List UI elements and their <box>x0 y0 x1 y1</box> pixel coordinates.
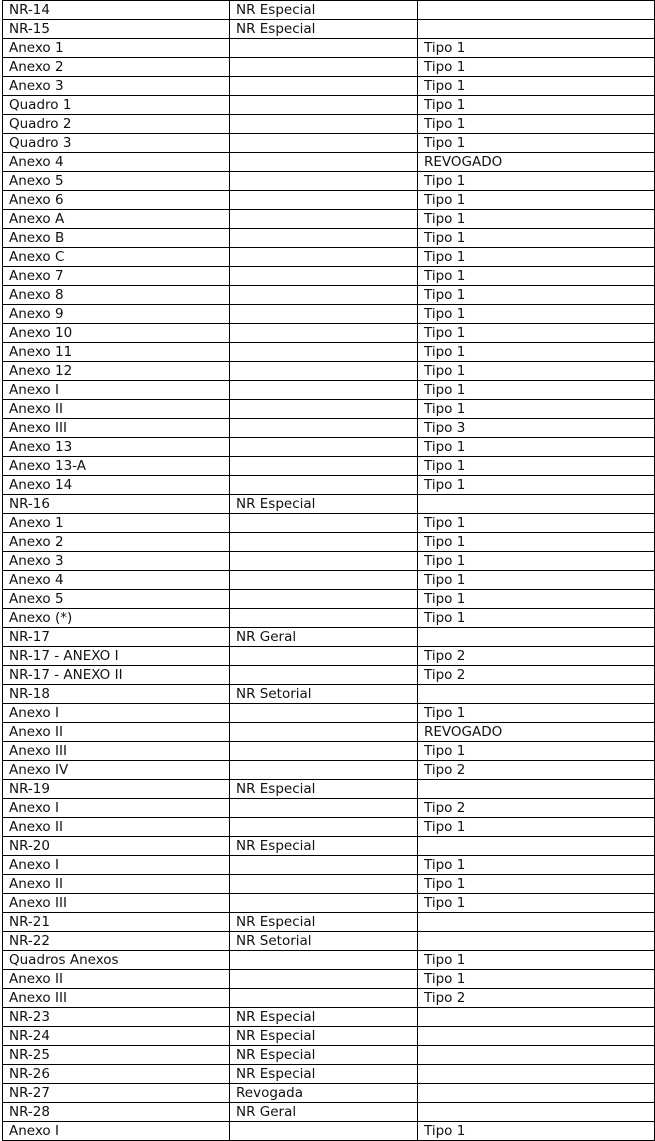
norma-cell: Anexo III <box>3 742 230 761</box>
norma-cell: Anexo 5 <box>3 590 230 609</box>
tipo-cell: Tipo 1 <box>418 856 655 875</box>
tipo-cell: Tipo 1 <box>418 875 655 894</box>
tipo-cell: Tipo 2 <box>418 666 655 685</box>
classificacao-cell <box>230 134 418 153</box>
table-row <box>3 457 655 476</box>
norma-cell: Anexo II <box>3 970 230 989</box>
tipo-cell: Tipo 3 <box>418 419 655 438</box>
norma-cell: NR-16 <box>3 495 230 514</box>
table-row <box>3 229 655 248</box>
table-row <box>3 495 655 514</box>
table-row <box>3 533 655 552</box>
table-row <box>3 1027 655 1046</box>
classificacao-cell <box>230 324 418 343</box>
tipo-cell: Tipo 1 <box>418 514 655 533</box>
norma-cell: Anexo I <box>3 799 230 818</box>
classificacao-cell <box>230 267 418 286</box>
norma-cell: NR-17 <box>3 628 230 647</box>
tipo-cell <box>418 685 655 704</box>
classificacao-cell <box>230 894 418 913</box>
table-row <box>3 875 655 894</box>
classificacao-cell <box>230 343 418 362</box>
table-row <box>3 704 655 723</box>
tipo-cell: Tipo 1 <box>418 286 655 305</box>
norma-cell: Anexo I <box>3 856 230 875</box>
norma-cell: NR-23 <box>3 1008 230 1027</box>
norma-cell: Anexo I <box>3 381 230 400</box>
tipo-cell: Tipo 1 <box>418 552 655 571</box>
table-row <box>3 343 655 362</box>
classificacao-cell: NR Especial <box>230 20 418 39</box>
norma-cell: Quadro 3 <box>3 134 230 153</box>
norma-cell: Anexo III <box>3 894 230 913</box>
table-row <box>3 1084 655 1103</box>
classificacao-cell: NR Setorial <box>230 685 418 704</box>
table-row <box>3 742 655 761</box>
classificacao-cell <box>230 229 418 248</box>
classificacao-cell <box>230 305 418 324</box>
classificacao-cell <box>230 172 418 191</box>
table-body <box>3 1 655 1141</box>
classificacao-cell <box>230 951 418 970</box>
table-row <box>3 20 655 39</box>
norma-cell: Anexo 3 <box>3 552 230 571</box>
classificacao-cell <box>230 210 418 229</box>
norma-cell: NR-24 <box>3 1027 230 1046</box>
classificacao-cell <box>230 647 418 666</box>
table-row <box>3 400 655 419</box>
norma-cell: Anexo 12 <box>3 362 230 381</box>
tipo-cell: Tipo 1 <box>418 267 655 286</box>
norma-cell: Anexo 11 <box>3 343 230 362</box>
table-row <box>3 932 655 951</box>
table-row <box>3 723 655 742</box>
table-row <box>3 438 655 457</box>
table-row <box>3 210 655 229</box>
tipo-cell <box>418 780 655 799</box>
tipo-cell: Tipo 1 <box>418 533 655 552</box>
table-row <box>3 39 655 58</box>
tipo-cell: Tipo 1 <box>418 951 655 970</box>
table-row <box>3 381 655 400</box>
tipo-cell: Tipo 1 <box>418 324 655 343</box>
tipo-cell: Tipo 1 <box>418 96 655 115</box>
tipo-cell: Tipo 1 <box>418 248 655 267</box>
classificacao-cell <box>230 153 418 172</box>
tipo-cell: Tipo 1 <box>418 362 655 381</box>
table-row <box>3 571 655 590</box>
norma-cell: Anexo II <box>3 400 230 419</box>
norma-cell: NR-14 <box>3 1 230 20</box>
norma-cell: NR-25 <box>3 1046 230 1065</box>
tipo-cell: Tipo 1 <box>418 742 655 761</box>
classificacao-cell: NR Especial <box>230 780 418 799</box>
tipo-cell: Tipo 1 <box>418 970 655 989</box>
tipo-cell: Tipo 1 <box>418 229 655 248</box>
classificacao-cell: NR Geral <box>230 628 418 647</box>
classificacao-cell <box>230 191 418 210</box>
norma-cell: Anexo 13-A <box>3 457 230 476</box>
table-row <box>3 419 655 438</box>
norma-cell: Anexo 14 <box>3 476 230 495</box>
classificacao-cell <box>230 362 418 381</box>
norma-cell: Anexo II <box>3 723 230 742</box>
table-row <box>3 780 655 799</box>
classificacao-cell <box>230 115 418 134</box>
table-row <box>3 685 655 704</box>
classificacao-cell <box>230 799 418 818</box>
classificacao-cell <box>230 533 418 552</box>
norma-cell: Anexo 10 <box>3 324 230 343</box>
table-row <box>3 856 655 875</box>
classificacao-cell <box>230 58 418 77</box>
table-row <box>3 191 655 210</box>
classificacao-cell <box>230 970 418 989</box>
tipo-cell <box>418 1027 655 1046</box>
norma-cell: Anexo (*) <box>3 609 230 628</box>
table-row <box>3 77 655 96</box>
table-row <box>3 248 655 267</box>
table-row <box>3 628 655 647</box>
norma-cell: Quadro 1 <box>3 96 230 115</box>
table-row <box>3 837 655 856</box>
tipo-cell <box>418 1103 655 1122</box>
norma-cell: NR-17 - ANEXO I <box>3 647 230 666</box>
tipo-cell: Tipo 1 <box>418 438 655 457</box>
table-row <box>3 476 655 495</box>
norma-cell: Anexo 4 <box>3 571 230 590</box>
tipo-cell: Tipo 1 <box>418 400 655 419</box>
table-row <box>3 267 655 286</box>
classificacao-cell <box>230 818 418 837</box>
tipo-cell: Tipo 2 <box>418 761 655 780</box>
tipo-cell <box>418 1065 655 1084</box>
classificacao-cell <box>230 96 418 115</box>
norma-cell: Anexo I <box>3 704 230 723</box>
tipo-cell: Tipo 1 <box>418 77 655 96</box>
norma-cell: NR-22 <box>3 932 230 951</box>
table-row <box>3 1 655 20</box>
norma-cell: Anexo III <box>3 419 230 438</box>
nr-classification-table <box>2 0 655 1141</box>
classificacao-cell <box>230 77 418 96</box>
table-row <box>3 552 655 571</box>
norma-cell: Anexo 3 <box>3 77 230 96</box>
classificacao-cell <box>230 666 418 685</box>
classificacao-cell: NR Geral <box>230 1103 418 1122</box>
tipo-cell: Tipo 2 <box>418 799 655 818</box>
classificacao-cell <box>230 552 418 571</box>
norma-cell: Anexo 2 <box>3 533 230 552</box>
classificacao-cell <box>230 590 418 609</box>
classificacao-cell <box>230 248 418 267</box>
tipo-cell: Tipo 1 <box>418 590 655 609</box>
classificacao-cell <box>230 742 418 761</box>
norma-cell: Anexo 2 <box>3 58 230 77</box>
norma-cell: NR-17 - ANEXO II <box>3 666 230 685</box>
tipo-cell <box>418 932 655 951</box>
table-row <box>3 1046 655 1065</box>
norma-cell: NR-27 <box>3 1084 230 1103</box>
norma-cell: NR-26 <box>3 1065 230 1084</box>
tipo-cell: REVOGADO <box>418 723 655 742</box>
table-row <box>3 96 655 115</box>
table-row <box>3 609 655 628</box>
tipo-cell: Tipo 1 <box>418 115 655 134</box>
table-row <box>3 153 655 172</box>
table-row <box>3 58 655 77</box>
tipo-cell: Tipo 1 <box>418 39 655 58</box>
classificacao-cell: NR Especial <box>230 1065 418 1084</box>
classificacao-cell <box>230 761 418 780</box>
classificacao-cell: NR Especial <box>230 1008 418 1027</box>
norma-cell: Anexo 6 <box>3 191 230 210</box>
norma-cell: Anexo 4 <box>3 153 230 172</box>
classificacao-cell: NR Especial <box>230 495 418 514</box>
classificacao-cell: NR Especial <box>230 913 418 932</box>
table-row <box>3 894 655 913</box>
tipo-cell: Tipo 1 <box>418 818 655 837</box>
tipo-cell <box>418 913 655 932</box>
tipo-cell <box>418 1008 655 1027</box>
classificacao-cell <box>230 989 418 1008</box>
table-row <box>3 134 655 153</box>
tipo-cell: Tipo 1 <box>418 457 655 476</box>
classificacao-cell: NR Especial <box>230 1027 418 1046</box>
tipo-cell: Tipo 1 <box>418 704 655 723</box>
table-row <box>3 799 655 818</box>
table-row <box>3 1065 655 1084</box>
table-row <box>3 115 655 134</box>
norma-cell: NR-28 <box>3 1103 230 1122</box>
norma-cell: NR-21 <box>3 913 230 932</box>
tipo-cell <box>418 495 655 514</box>
classificacao-cell <box>230 457 418 476</box>
table-row <box>3 590 655 609</box>
tipo-cell <box>418 1084 655 1103</box>
norma-cell: Anexo III <box>3 989 230 1008</box>
tipo-cell <box>418 1046 655 1065</box>
table-row <box>3 1008 655 1027</box>
norma-cell: Anexo II <box>3 875 230 894</box>
norma-cell: Anexo A <box>3 210 230 229</box>
classificacao-cell <box>230 381 418 400</box>
table-row <box>3 172 655 191</box>
tipo-cell: REVOGADO <box>418 153 655 172</box>
table-row <box>3 1103 655 1122</box>
tipo-cell: Tipo 1 <box>418 1122 655 1141</box>
table-row <box>3 818 655 837</box>
table-row <box>3 514 655 533</box>
classificacao-cell: NR Especial <box>230 837 418 856</box>
classificacao-cell <box>230 438 418 457</box>
norma-cell: Anexo II <box>3 818 230 837</box>
norma-cell: Quadros Anexos <box>3 951 230 970</box>
table-row <box>3 913 655 932</box>
classificacao-cell <box>230 856 418 875</box>
table-row <box>3 666 655 685</box>
norma-cell: Quadro 2 <box>3 115 230 134</box>
tipo-cell <box>418 1 655 20</box>
norma-cell: Anexo C <box>3 248 230 267</box>
classificacao-cell: Revogada <box>230 1084 418 1103</box>
classificacao-cell <box>230 704 418 723</box>
classificacao-cell <box>230 400 418 419</box>
norma-cell: NR-18 <box>3 685 230 704</box>
norma-cell: NR-15 <box>3 20 230 39</box>
table-row <box>3 989 655 1008</box>
norma-cell: Anexo 8 <box>3 286 230 305</box>
classificacao-cell <box>230 419 418 438</box>
tipo-cell <box>418 837 655 856</box>
norma-cell: NR-19 <box>3 780 230 799</box>
norma-cell: Anexo 1 <box>3 514 230 533</box>
classificacao-cell <box>230 571 418 590</box>
tipo-cell: Tipo 1 <box>418 381 655 400</box>
tipo-cell <box>418 628 655 647</box>
tipo-cell: Tipo 1 <box>418 894 655 913</box>
classificacao-cell <box>230 875 418 894</box>
tipo-cell: Tipo 1 <box>418 58 655 77</box>
table-row <box>3 362 655 381</box>
norma-cell: Anexo 1 <box>3 39 230 58</box>
classificacao-cell: NR Especial <box>230 1 418 20</box>
table-row <box>3 1122 655 1141</box>
tipo-cell: Tipo 1 <box>418 305 655 324</box>
tipo-cell: Tipo 1 <box>418 609 655 628</box>
classificacao-cell <box>230 723 418 742</box>
table-row <box>3 951 655 970</box>
table-row <box>3 305 655 324</box>
norma-cell: Anexo IV <box>3 761 230 780</box>
norma-cell: Anexo 7 <box>3 267 230 286</box>
classificacao-cell: NR Especial <box>230 1046 418 1065</box>
classificacao-cell <box>230 476 418 495</box>
classificacao-cell: NR Setorial <box>230 932 418 951</box>
tipo-cell: Tipo 1 <box>418 172 655 191</box>
tipo-cell: Tipo 1 <box>418 343 655 362</box>
norma-cell: Anexo 13 <box>3 438 230 457</box>
norma-cell: NR-20 <box>3 837 230 856</box>
table-row <box>3 647 655 666</box>
table-row <box>3 761 655 780</box>
classificacao-cell <box>230 1122 418 1141</box>
tipo-cell: Tipo 1 <box>418 476 655 495</box>
classificacao-cell <box>230 514 418 533</box>
tipo-cell <box>418 20 655 39</box>
tipo-cell: Tipo 2 <box>418 647 655 666</box>
norma-cell: Anexo 9 <box>3 305 230 324</box>
tipo-cell: Tipo 1 <box>418 134 655 153</box>
classificacao-cell <box>230 286 418 305</box>
norma-cell: Anexo 5 <box>3 172 230 191</box>
tipo-cell: Tipo 1 <box>418 191 655 210</box>
norma-cell: Anexo I <box>3 1122 230 1141</box>
tipo-cell: Tipo 1 <box>418 571 655 590</box>
tipo-cell: Tipo 2 <box>418 989 655 1008</box>
classificacao-cell <box>230 609 418 628</box>
classificacao-cell <box>230 39 418 58</box>
table-row <box>3 286 655 305</box>
table-row <box>3 324 655 343</box>
norma-cell: Anexo B <box>3 229 230 248</box>
tipo-cell: Tipo 1 <box>418 210 655 229</box>
table-row <box>3 970 655 989</box>
